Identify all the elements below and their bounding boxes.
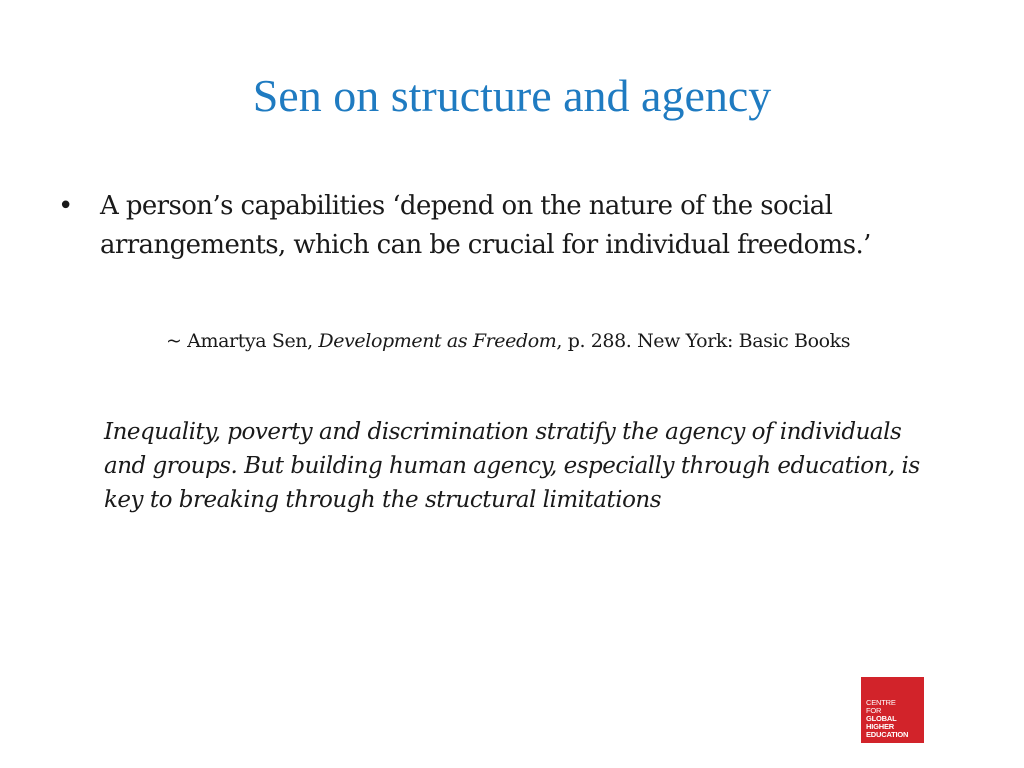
citation-suffix: , p. 288. New York: Basic Books (556, 330, 851, 352)
bullet-marker: • (58, 191, 74, 221)
logo-line-education: EDUCATION (866, 730, 909, 739)
cghe-logo (861, 677, 924, 743)
logo-line-global: GLOBAL (866, 714, 897, 723)
citation (166, 327, 986, 355)
citation-book-title: Development as Freedom (318, 330, 557, 352)
logo-line-centre: CENTRE (866, 698, 896, 707)
logo-line-higher: HIGHER (866, 722, 894, 731)
citation-prefix: ~ Amartya Sen, (166, 330, 319, 352)
logo-line-for: FOR (866, 706, 882, 715)
slide-title: Sen on structure and agency (252, 70, 772, 121)
bullet-text: A person’s capabilities ‘depend on the nature of the social arrangements, which can be crucial for individual freedoms.’ (100, 191, 871, 260)
summary-note: Inequality, poverty and discrimination stratify the agency of individuals and groups. But building human agency, especially through education, is key to breaking through the structural limitations (104, 419, 920, 513)
